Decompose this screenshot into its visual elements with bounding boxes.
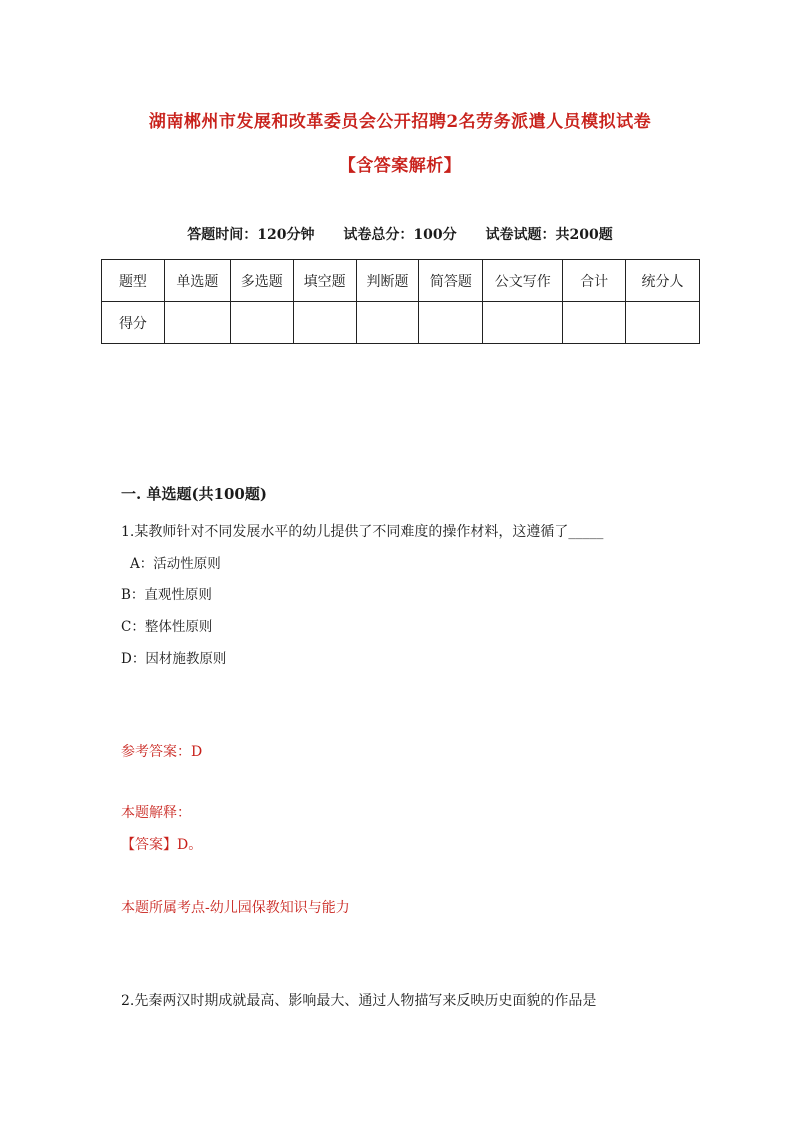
score-cell [164,302,230,344]
score-table [101,259,700,344]
question-1-option-d: D：因材施教原则 [121,651,227,667]
score-table-header: 多选题 [230,260,293,302]
question-1-option-b: B：直观性原则 [121,587,212,603]
score-table-header: 填空题 [293,260,356,302]
question-1-answer: 参考答案：D [121,744,203,760]
question-1-explain-label: 本题解释： [121,805,191,821]
score-cell [626,302,700,344]
score-table-header: 统分人 [626,260,700,302]
score-table-header: 公文写作 [483,260,563,302]
question-1-knowledge-point: 本题所属考点-幼儿园保教知识与能力 [121,900,350,916]
question-1-option-a: A：活动性原则 [130,556,221,572]
question-1-explain-text: 【答案】D。 [121,837,203,853]
score-cell [356,302,419,344]
document-subtitle: 【含答案解析】 [338,156,462,176]
question-1-stem: 1.某教师针对不同发展水平的幼儿提供了不同难度的操作材料，这遵循了_____ [121,524,604,540]
exam-question-count: 试卷试题：共200题 [485,227,613,243]
score-cell [563,302,626,344]
section-heading: 一. 单选题(共100题) [121,485,267,503]
score-table-header: 简答题 [419,260,483,302]
score-table-header: 合计 [563,260,626,302]
score-table-header: 题型 [102,260,165,302]
exam-info [0,224,800,244]
document-title: 湖南郴州市发展和改革委员会公开招聘2名劳务派遣人员模拟试卷 [148,112,652,132]
score-cell [293,302,356,344]
score-table-header: 判断题 [356,260,419,302]
exam-total-score: 试卷总分：100分 [343,227,457,243]
score-cell [419,302,483,344]
score-row-label: 得分 [102,302,165,344]
question-2-stem: 2.先秦两汉时期成就最高、影响最大、通过人物描写来反映历史面貌的作品是 [121,993,597,1009]
score-cell [483,302,563,344]
question-1-option-c: C：整体性原则 [121,619,213,635]
score-table-score-row [102,302,700,344]
score-cell [230,302,293,344]
score-table-header: 单选题 [164,260,230,302]
score-table-header-row [102,260,700,302]
exam-time: 答题时间：120分钟 [187,227,315,243]
